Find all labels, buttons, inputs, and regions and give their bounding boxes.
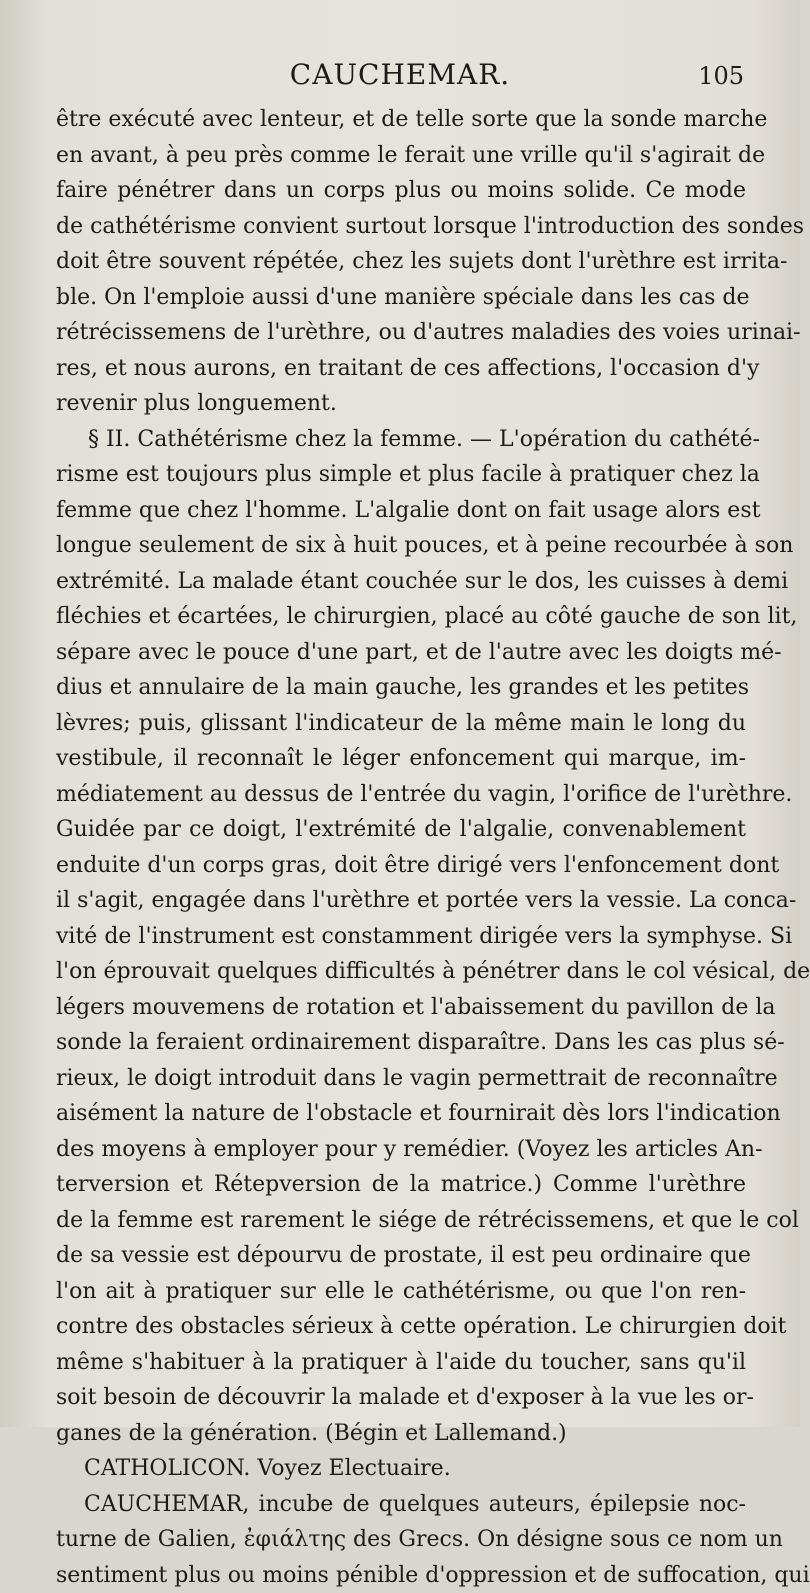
text-line: contre des obstacles sérieux à cette opération. Le chirurgien doit xyxy=(56,1309,746,1345)
text-line: terversion et Rétерversion de la matrice.) Comme l'urèthre xyxy=(56,1167,746,1203)
body-text xyxy=(56,102,746,1593)
text-line: enduite d'un corps gras, doit être dirigé vers l'enfoncement dont xyxy=(56,848,746,884)
text-line: l'on ait à pratiquer sur elle le cathétérisme, ou que l'on ren- xyxy=(56,1274,746,1310)
text-line: rétrécissemens de l'urèthre, ou d'autres maladies des voies urinai- xyxy=(56,315,746,351)
text-line: de sa vessie est dépourvu de prostate, il est peu ordinaire que xyxy=(56,1238,746,1274)
text-line: ganes de la génération. (Bégin et Lallemand.) xyxy=(56,1416,746,1452)
text-line: risme est toujours plus simple et plus facile à pratiquer chez la xyxy=(56,457,746,493)
text-line: extrémité. La malade étant couchée sur le dos, les cuisses à demi xyxy=(56,564,746,600)
text-line: Guidée par ce doigt, l'extrémité de l'algalie, convenablement xyxy=(56,812,746,848)
text-line: femme que chez l'homme. L'algalie dont on fait usage alors est xyxy=(56,493,746,529)
text-line: res, et nous aurons, en traitant de ces affections, l'occasion d'y xyxy=(56,351,746,387)
text-line: sonde la feraient ordinairement disparaître. Dans les cas plus sé- xyxy=(56,1025,746,1061)
entry-heading-line: CATHOLICON. Voyez Electuaire. xyxy=(56,1451,746,1487)
page-header xyxy=(56,58,744,98)
text-line: ble. On l'emploie aussi d'une manière spéciale dans les cas de xyxy=(56,280,746,316)
text-line: rieux, le doigt introduit dans le vagin permettrait de reconnaître xyxy=(56,1061,746,1097)
text-line: l'on éprouvait quelques difficultés à pénétrer dans le col vésical, de xyxy=(56,954,746,990)
text-line: dius et annulaire de la main gauche, les grandes et les petites xyxy=(56,670,746,706)
text-line: légers mouvemens de rotation et l'abaissement du pavillon de la xyxy=(56,990,746,1026)
text-line: sentiment plus ou moins pénible d'oppression et de suffocation, qui xyxy=(56,1558,746,1593)
text-line: en avant, à peu près comme le ferait une vrille qu'il s'agirait de xyxy=(56,138,746,174)
section-heading-line: § II. Cathétérisme chez la femme. — L'opération du cathété- xyxy=(56,422,746,458)
running-head: CAUCHEMAR. xyxy=(56,58,744,91)
text-line: sépare avec le pouce d'une part, et de l'autre avec les doigts mé- xyxy=(56,635,746,671)
text-line: longue seulement de six à huit pouces, et à peine recourbée à son xyxy=(56,528,746,564)
page-number: 105 xyxy=(698,62,744,90)
text-line: vestibule, il reconnaît le léger enfoncement qui marque, im- xyxy=(56,741,746,777)
text-line: turne de Galien, ἐφιάλτης des Grecs. On désigne sous ce nom un xyxy=(56,1522,746,1558)
entry-heading-line: CAUCHEMAR, incube de quelques auteurs, épilepsie noc- xyxy=(56,1487,746,1523)
text-line: revenir plus longuement. xyxy=(56,386,746,422)
text-line: il s'agit, engagée dans l'urèthre et portée vers la vessie. La conca- xyxy=(56,883,746,919)
text-line: faire pénétrer dans un corps plus ou moins solide. Ce mode xyxy=(56,173,746,209)
text-line: être exécuté avec lenteur, et de telle sorte que la sonde marche xyxy=(56,102,746,138)
text-line: vité de l'instrument est constamment dirigée vers la symphyse. Si xyxy=(56,919,746,955)
text-line: lèvres; puis, glissant l'indicateur de la même main le long du xyxy=(56,706,746,742)
text-line: même s'habituer à la pratiquer à l'aide du toucher, sans qu'il xyxy=(56,1345,746,1381)
text-line: fléchies et écartées, le chirurgien, placé au côté gauche de son lit, xyxy=(56,599,746,635)
text-line: des moyens à employer pour y remédier. (Voyez les articles An- xyxy=(56,1132,746,1168)
text-line: aisément la nature de l'obstacle et fournirait dès lors l'indication xyxy=(56,1096,746,1132)
text-line: de cathétérisme convient surtout lorsque l'introduction des sondes xyxy=(56,209,746,245)
text-line: médiatement au dessus de l'entrée du vagin, l'orifice de l'urèthre. xyxy=(56,777,746,813)
text-line: soit besoin de découvrir la malade et d'exposer à la vue les or- xyxy=(56,1380,746,1416)
text-line: doit être souvent répétée, chez les sujets dont l'urèthre est irrita- xyxy=(56,244,746,280)
text-line: de la femme est rarement le siége de rétrécissemens, et que le col xyxy=(56,1203,746,1239)
